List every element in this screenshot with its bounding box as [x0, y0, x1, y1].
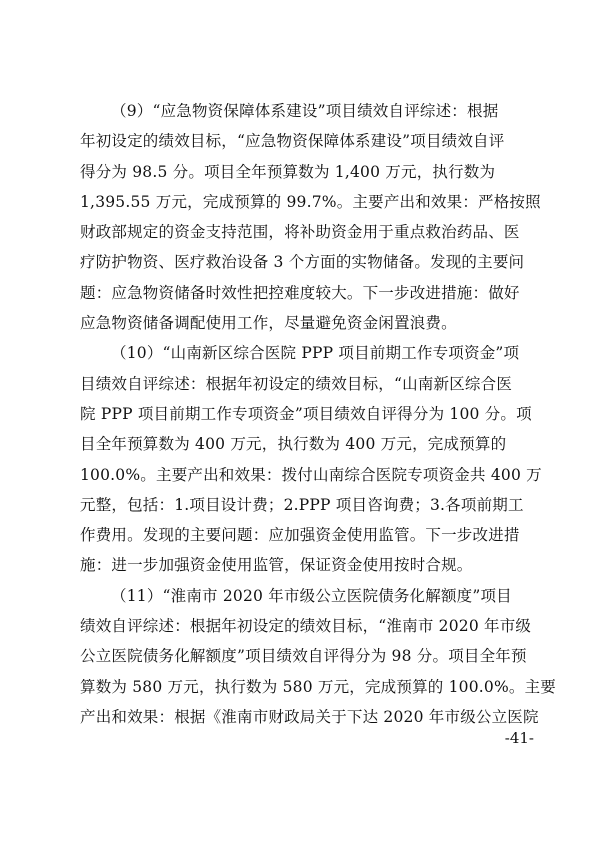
text-line: 产出和效果：根据《淮南市财政局关于下达 2020 年市级公立医院: [80, 707, 539, 726]
text-line: 绩效自评综述：根据年初设定的绩效目标，“淮南市 2020 年市级: [80, 617, 532, 636]
text-line: 1,395.55 万元，完成预算的 99.7%。主要产出和效果：严格按照: [80, 192, 541, 211]
text-line: 院 PPP 项目前期工作专项资金”项目绩效自评得分为 100 分。项: [80, 404, 532, 423]
text-line: 算数为 580 万元，执行数为 580 万元，完成预算的 100.0%。主要: [80, 677, 557, 696]
text-line: 应急物资储备调配使用工作，尽量避免资金闲置浪费。: [80, 314, 457, 333]
text-line: 公立医院债务化解额度”项目绩效自评得分为 98 分。项目全年预: [80, 647, 527, 666]
text-line: 元整，包括：1.项目设计费；2.PPP 项目咨询费；3.各项前期工: [80, 495, 524, 514]
text-line: 100.0%。主要产出和效果：拨付山南综合医院专项资金共 400 万: [80, 465, 542, 484]
text-line: 得分为 98.5 分。项目全年预算数为 1,400 万元，执行数为: [80, 162, 496, 181]
text-line: 施：进一步加强资金使用监管，保证资金使用按时合规。: [80, 556, 473, 575]
text-line: （11）“淮南市 2020 年市级公立医院债务化解额度”项目: [111, 586, 512, 605]
page-number: -41-: [504, 729, 534, 747]
text-line: 年初设定的绩效目标，“应急物资保障体系建设”项目绩效自评: [80, 132, 505, 151]
text-line: 财政部规定的资金支持范围，将补助资金用于重点救治药品、医: [80, 223, 520, 242]
body-text: [80, 96, 557, 732]
text-line: （10）“山南新区综合医院 PPP 项目前期工作专项资金”项: [111, 344, 520, 363]
text-line: 题：应急物资储备时效性把控难度较大。下一步改进措施：做好: [80, 283, 520, 302]
text-line: 作费用。发现的主要问题：应加强资金使用监管。下一步改进措: [80, 526, 520, 545]
text-line: 疗防护物资、医疗救治设备 3 个方面的实物储备。发现的主要问: [80, 253, 525, 272]
text-line: （9）“应急物资保障体系建设”项目绩效自评综述：根据: [111, 102, 499, 120]
text-line: 目绩效自评综述：根据年初设定的绩效目标，“山南新区综合医: [80, 374, 513, 393]
text-line: 目全年预算数为 400 万元，执行数为 400 万元，完成预算的: [80, 435, 507, 454]
